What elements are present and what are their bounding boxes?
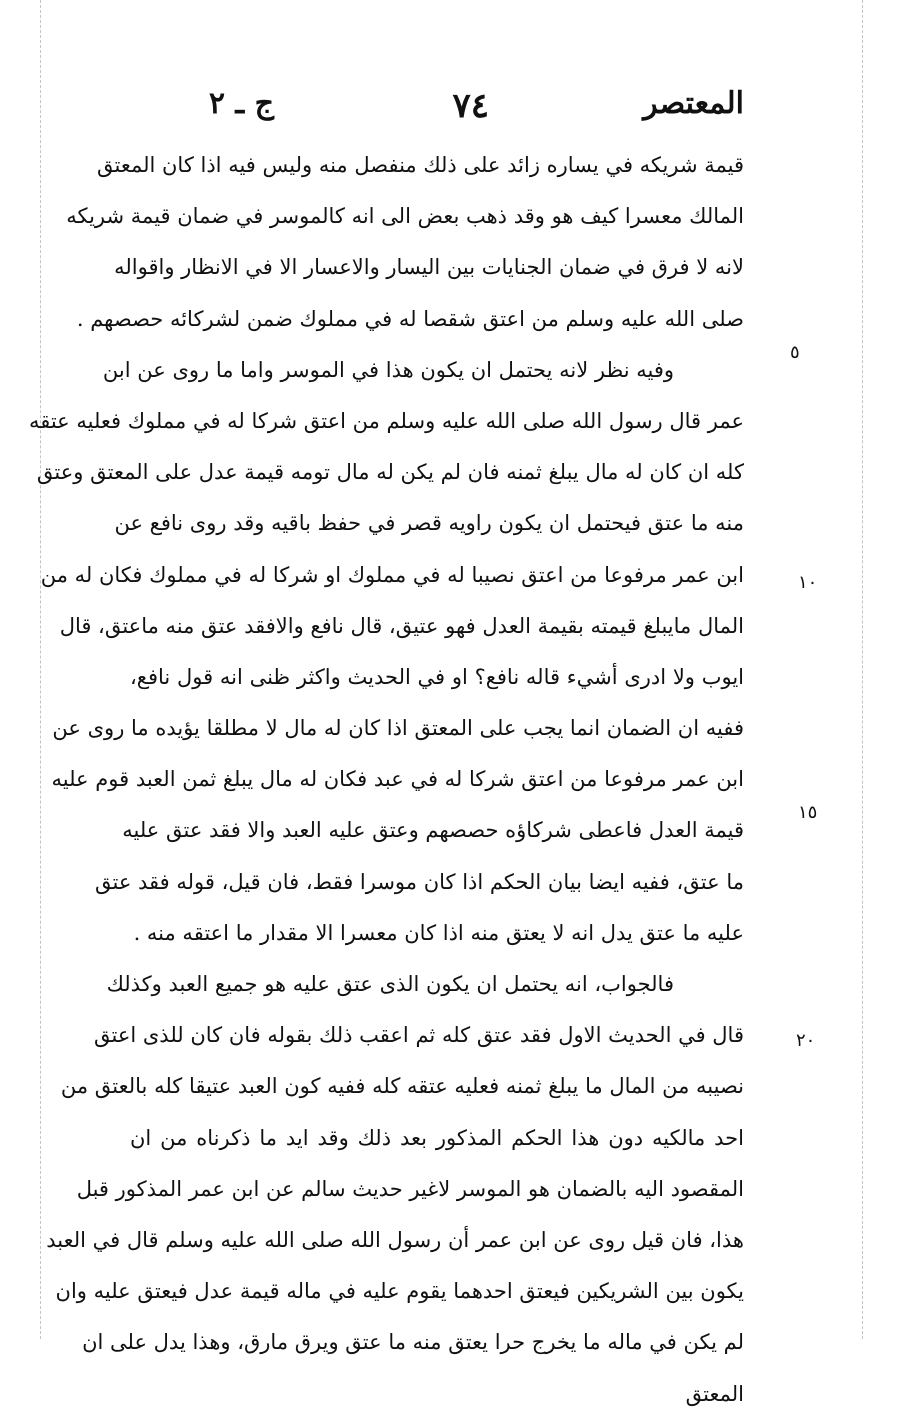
text-line: فالجواب، انه يحتمل ان يكون الذى عتق عليه هو جميع العبد وكذلك <box>106 972 674 996</box>
text-line: هذا، فان قيل روى عن ابن عمر أن رسول الله صلى الله عليه وسلم قال في العبد <box>46 1227 744 1252</box>
text-line: لانه لا فرق في ضمان الجنايات بين اليسار والاعسار الا في الانظار واقواله <box>114 255 744 280</box>
right-margin-rule <box>862 0 863 1339</box>
text-line: نصيبه من المال ما يبلغ ثمنه فعليه عتقه كله ففيه كون العبد عتيقا كله بالعتق من <box>60 1074 744 1099</box>
line-number-10: ١٠ <box>798 572 818 593</box>
page-number: ٧٤ <box>452 86 489 126</box>
left-margin-rule <box>40 0 41 1339</box>
text-line: قال في الحديث الاول فقد عتق كله ثم اعقب ذلك بقوله فان كان للذى اعتق <box>93 1023 744 1048</box>
text-line: المال مايبلغ قيمته بقيمة العدل فهو عتيق، قال نافع والافقد عتق منه ماعتق، قال <box>59 613 744 638</box>
text-line: صلى الله عليه وسلم من اعتق شقصا له في مملوك ضمن لشركائه حصصهم . <box>76 306 744 331</box>
text-line: احد مالكيه دون هذا الحكم المذكور بعد ذلك وقد ايد ما ذكرناه من ان <box>130 1125 744 1150</box>
text-line: ما عتق، ففيه ايضا بيان الحكم اذا كان موسرا فقط، فان قيل، قوله فقد عتق <box>94 869 744 894</box>
text-line: منه ما عتق فيحتمل ان يكون راويه قصر في حفظ باقيه وقد روى نافع عن <box>114 511 744 536</box>
text-line: لم يكن في ماله ما يخرج حرا يعتق منه ما عتق ويرق مارق، وهذا يدل على ان <box>82 1330 744 1355</box>
text-line-catchword: المعتق <box>685 1381 744 1406</box>
line-number-20: ٢٠ <box>796 1030 816 1051</box>
text-line: ففيه ان الضمان انما يجب على المعتق اذا كان له مال لا مطلقا يؤيده ما روى عن <box>52 716 744 741</box>
line-number-5: ٥ <box>790 342 800 363</box>
text-line: ايوب ولا ادرى أشيء قاله نافع؟ او في الحديث واكثر ظنى انه قول نافع، <box>130 664 744 689</box>
text-line: عليه ما عتق يدل انه لا يعتق منه اذا كان معسرا الا مقدار ما اعتقه منه . <box>133 920 744 945</box>
running-title: المعتصر <box>643 86 744 121</box>
volume-label: ج ـ ٢ <box>208 86 274 121</box>
text-line: وفيه نظر لانه يحتمل ان يكون هذا في الموسر واما ما روى عن ابن <box>102 357 674 382</box>
page-header <box>130 80 744 130</box>
text-line: ابن عمر مرفوعا من اعتق نصيبا له في مملوك او شركا له في مملوك فكان له من <box>40 562 744 587</box>
line-number-15: ١٥ <box>798 802 818 823</box>
text-line: قيمة شريكه في يساره زائد على ذلك منفصل منه وليس فيه اذا كان المعتق <box>96 153 744 177</box>
body-text <box>28 140 744 1420</box>
text-line: كله ان كان له مال يبلغ ثمنه فان لم يكن له مال تومه قيمة عدل على المعتق وعتق <box>36 460 744 485</box>
text-line: عمر قال رسول الله صلى الله عليه وسلم من اعتق شركا له في مملوك فعليه عتقه <box>28 408 744 433</box>
text-line: قيمة العدل فاعطى شركاؤه حصصهم وعتق عليه العبد والا فقد عتق عليه <box>122 818 744 843</box>
text-line: ابن عمر مرفوعا من اعتق شركا له في عبد فكان له مال يبلغ ثمن العبد قوم عليه <box>51 767 744 792</box>
text-line: المالك معسرا كيف هو وقد ذهب بعض الى انه كالموسر في ضمان قيمة شريكه <box>66 204 744 229</box>
text-line: يكون بين الشريكين فيعتق احدهما يقوم عليه في ماله قيمة عدل فيعتق عليه وان <box>55 1279 744 1304</box>
text-line: المقصود اليه بالضمان هو الموسر لاغير حديث سالم عن ابن عمر المذكور قبل <box>76 1176 744 1201</box>
